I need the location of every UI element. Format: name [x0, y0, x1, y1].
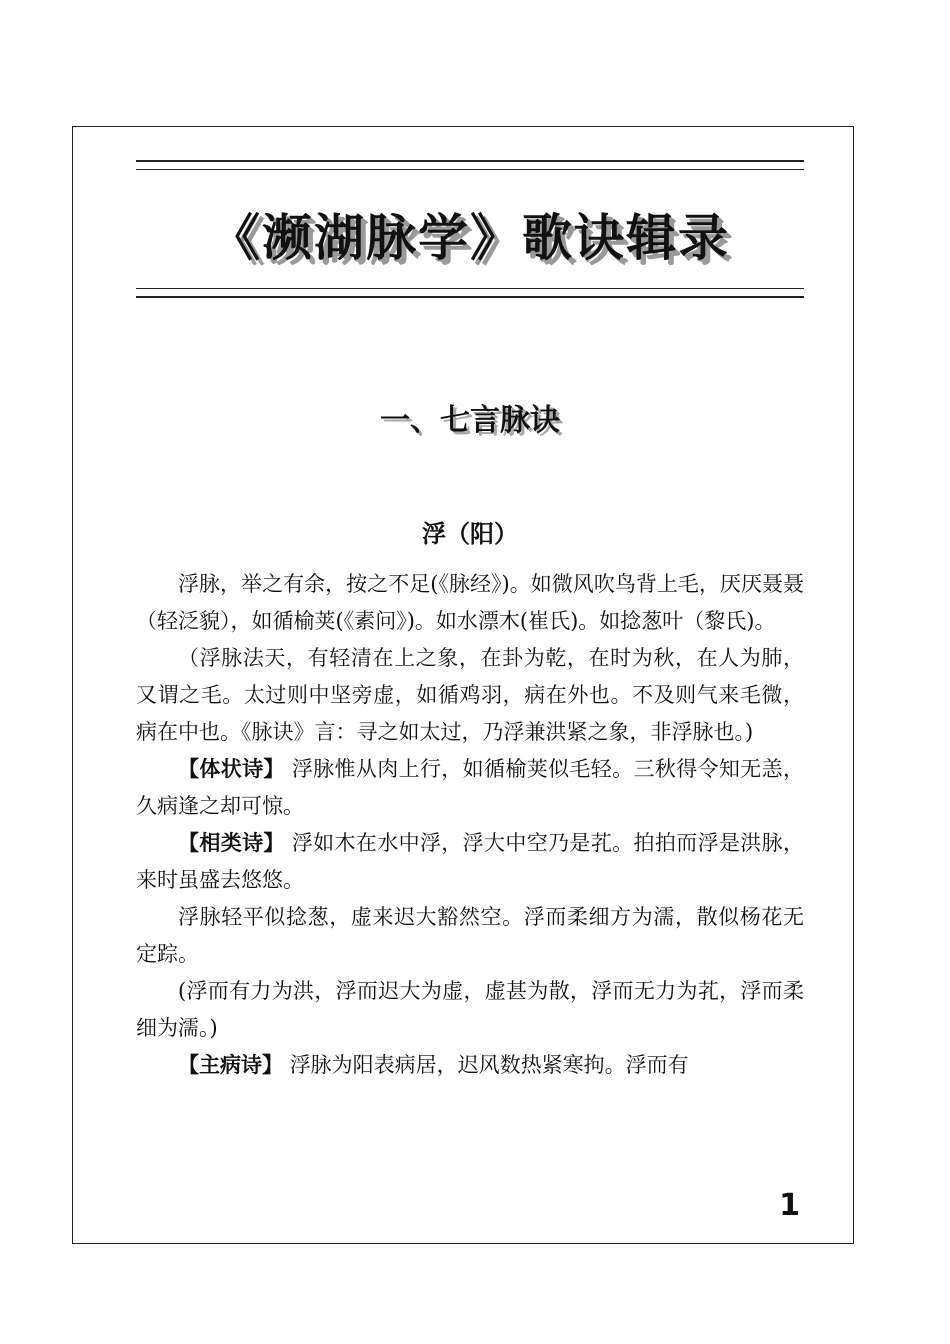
paragraph-xianglei-note: (浮而有力为洪，浮而迟大为虚，虚甚为散，浮而无力为芤，浮而柔细为濡。)	[136, 979, 804, 1040]
title-top-rule-thin	[136, 169, 804, 170]
paragraph-xianglei-2: 浮脉轻平似捻葱，虚来迟大豁然空。浮而柔细方为濡，散似杨花无定踪。	[136, 905, 804, 966]
title-bottom-rule-thin	[136, 288, 804, 289]
label-zhubing: 【主病诗】	[178, 1053, 283, 1077]
book-title: 《濒湖脉学》歌诀辑录	[210, 209, 730, 267]
paragraph-xianglei	[136, 825, 804, 899]
paragraph-zhubing	[136, 1047, 804, 1084]
text-tizhuang: 浮脉惟从肉上行，如循榆荚似毛轻。三秋得令知无恙，久病逢之却可惊。	[136, 757, 804, 818]
page-number: 1	[779, 1188, 800, 1223]
text-zhubing: 浮脉为阳表病居，迟风数热紧寒拘。浮而有	[289, 1053, 689, 1077]
title-top-rule	[136, 160, 804, 162]
text-xianglei: 浮如木在水中浮，浮大中空乃是芤。拍拍而浮是洪脉，来时虽盛去悠悠。	[136, 831, 804, 892]
entry-title: 浮（阳）	[422, 520, 518, 548]
label-tizhuang: 【体状诗】	[178, 757, 285, 781]
paragraph-definition: 浮脉，举之有余，按之不足(《脉经》)。如微风吹鸟背上毛，厌厌聂聂（轻泛貌），如循榆荚(《素问》)。如水漂木(崔氏)。如捻葱叶（黎氏)。	[136, 572, 804, 633]
paragraph-commentary: （浮脉法天，有轻清在上之象，在卦为乾，在时为秋，在人为肺，又谓之毛。太过则中坚旁虚，如循鸡羽，病在外也。不及则气来毛微，病在中也。《脉诀》言：寻之如太过，乃浮兼洪紧之象，非浮脉也。)	[136, 646, 804, 744]
body-text	[136, 566, 804, 1084]
title-bottom-rule	[136, 296, 804, 298]
label-xianglei: 【相类诗】	[178, 831, 285, 855]
paragraph-tizhuang	[136, 751, 804, 825]
section-title: 一、七言脉诀	[380, 403, 560, 438]
